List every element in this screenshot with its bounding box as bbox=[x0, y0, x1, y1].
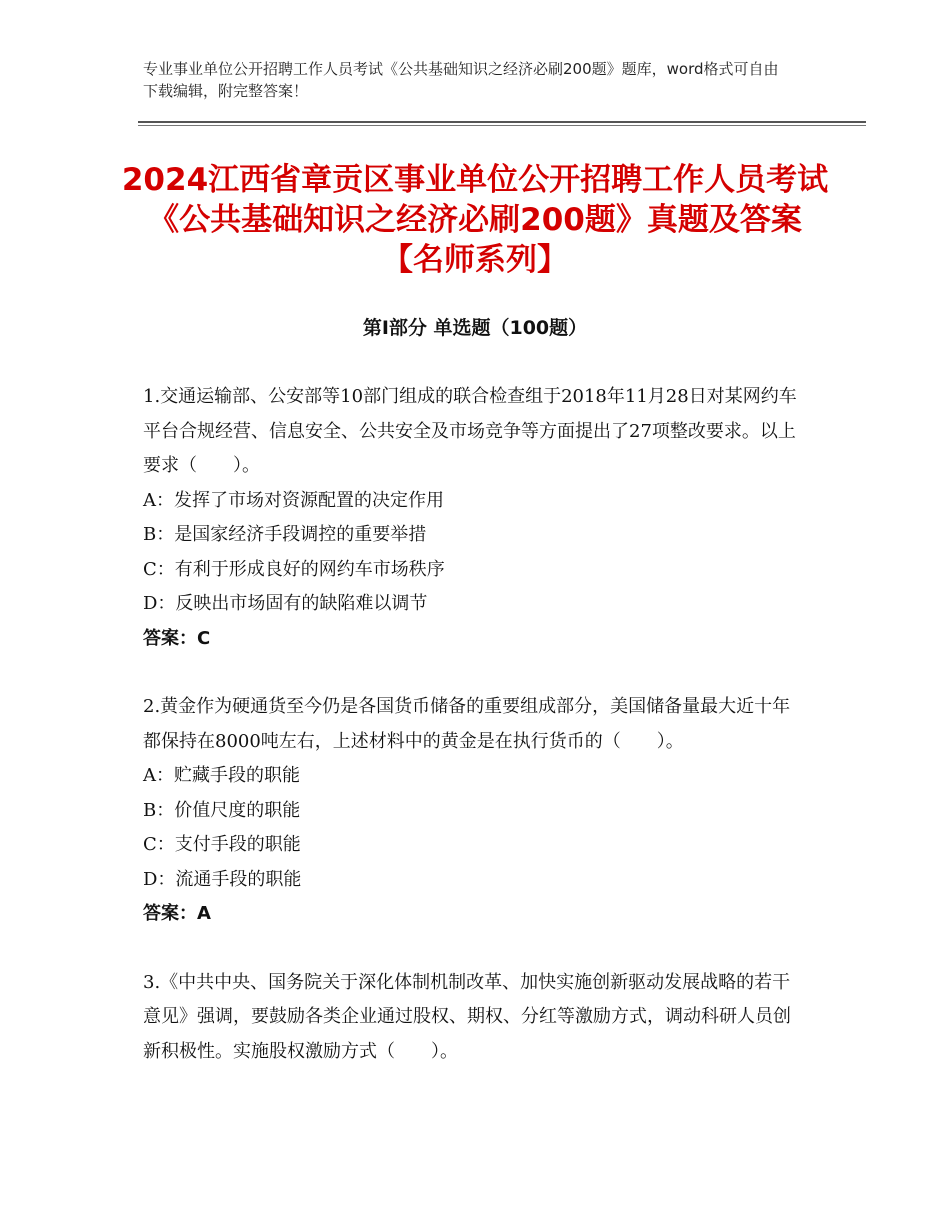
header-divider-thick bbox=[138, 121, 866, 123]
option-a: A：发挥了市场对资源配置的决定作用 bbox=[143, 489, 444, 511]
option-c: C：有利于形成良好的网约车市场秩序 bbox=[143, 558, 445, 580]
section-heading: 第Ⅰ部分 单选题（100题） bbox=[362, 317, 588, 339]
question-3 bbox=[143, 966, 808, 1070]
answer-value: A bbox=[197, 903, 211, 924]
answer-label: 答案： bbox=[143, 627, 197, 649]
answer-line bbox=[143, 897, 808, 932]
question-stem: 1.交通运输部、公安部等10部门组成的联合检查组于2018年11月28日对某网约车平台合规经营、信息安全、公共安全及市场竞争等方面提出了27项整改要求。以上要求（ ）。 bbox=[143, 386, 797, 476]
header-note: 专业事业单位公开招聘工作人员考试《公共基础知识之经济必刷200题》题库，word格式可自由下载编辑，附完整答案！ bbox=[143, 60, 779, 100]
header-divider-thin bbox=[138, 125, 866, 126]
question-stem: 3.《中共中央、国务院关于深化体制机制改革、加快实施创新驱动发展战略的若干意见》强调，要鼓励各类企业通过股权、期权、分红等激励方式，调动科研人员创新积极性。实施股权激励方式（ ）。 bbox=[143, 971, 791, 1062]
option-d: D：反映出市场固有的缺陷难以调节 bbox=[143, 593, 428, 614]
document-title: 2024江西省章贡区事业单位公开招聘工作人员考试《公共基础知识之经济必刷200题》真题及答案【名师系列】 bbox=[121, 162, 829, 278]
answer-line bbox=[143, 622, 808, 657]
option-b: B：价值尺度的职能 bbox=[143, 799, 301, 821]
option-a: A：贮藏手段的职能 bbox=[143, 765, 300, 786]
question-stem: 2.黄金作为硬通货至今仍是各国货币储备的重要组成部分，美国储备量最大近十年都保持在8000吨左右，上述材料中的黄金是在执行货币的（ ）。 bbox=[143, 696, 791, 752]
question-2 bbox=[143, 690, 808, 932]
answer-label: 答案： bbox=[143, 903, 197, 924]
option-b: B：是国家经济手段调控的重要举措 bbox=[143, 524, 427, 545]
question-1 bbox=[143, 380, 808, 656]
question-list bbox=[143, 380, 808, 1103]
answer-value: C bbox=[197, 627, 211, 649]
option-c: C：支付手段的职能 bbox=[143, 834, 301, 855]
option-d: D：流通手段的职能 bbox=[143, 868, 302, 890]
